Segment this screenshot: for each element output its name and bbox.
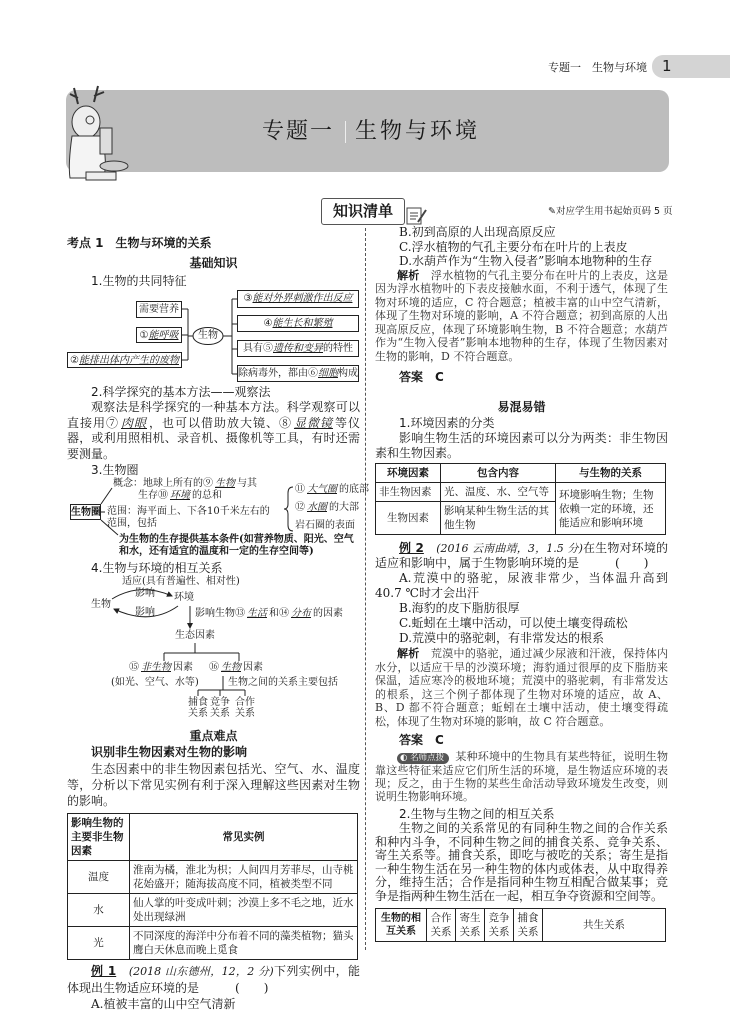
environment-factors-table: [375, 463, 666, 535]
d2-part-hydrosphere: [295, 502, 359, 514]
d1-num: ①: [139, 330, 149, 341]
table-row: [376, 909, 666, 942]
analysis-2: [375, 647, 668, 728]
option-b: B.初到高原的人出现高原反应: [399, 225, 556, 239]
d1-box-excrete: [67, 352, 182, 368]
d1-center-label: 生物: [198, 330, 218, 341]
teacher-tip: [375, 750, 668, 803]
table3-cell: 寄生关系: [456, 909, 485, 942]
text: 关系: [235, 708, 255, 719]
num: ⑪: [295, 484, 305, 495]
d1-left-connector: [182, 309, 193, 360]
d1-num: ②: [70, 355, 79, 366]
notebook-pen-icon: [404, 204, 428, 226]
d1-text: 的特性: [323, 343, 353, 354]
d1-box-heredity: [237, 340, 359, 357]
blank: 环境: [170, 490, 190, 501]
pencil-icon: ✎: [548, 206, 556, 217]
text: 和⑭: [269, 608, 289, 619]
table2-factor: 非生物因素: [376, 483, 441, 502]
d3-abiotic-example: (如光、空气、水等): [111, 677, 199, 688]
abiotic-factors-table: [67, 813, 358, 960]
answer-bracket: ( ): [615, 556, 649, 570]
d1-text: 需要营养: [139, 304, 179, 315]
text: 的底部: [339, 484, 369, 495]
num: ⑫: [295, 502, 305, 513]
text: 影响生物⑬: [195, 608, 245, 619]
text: 与其: [237, 478, 257, 489]
d1-num: ④: [263, 318, 273, 329]
zhongdian-heading: 重点难点: [189, 729, 238, 743]
analysis-label: 解析: [397, 647, 420, 660]
blank: 大气圈: [307, 484, 337, 495]
teacher-tip-label: 名师点拨: [410, 753, 445, 763]
blank: 生物: [221, 662, 241, 673]
text: 关系: [188, 708, 208, 719]
d2-concept-1: [113, 478, 257, 490]
table3-header: 生物的相互关系: [376, 909, 427, 942]
d1-box-growth: [237, 315, 359, 332]
d1-text: 具有⑤: [243, 343, 273, 354]
example-1: [67, 963, 360, 996]
analysis-label: 解析: [397, 268, 420, 282]
example-source: (2018 山东德州，12，2 分): [128, 965, 274, 978]
d3-influence-bottom: 影响: [135, 607, 155, 618]
table1-header: 常见实例: [130, 814, 358, 861]
example-1-option-a: A.植被丰富的山中空气清新: [91, 997, 236, 1011]
banner-title: 生物与环境: [355, 119, 481, 144]
d1-box-breathe: [136, 327, 182, 343]
option-b: B.海豹的皮下脂肪很厚: [399, 601, 520, 615]
diagram-biosphere: [67, 478, 369, 534]
text: 捕食: [188, 697, 208, 708]
relations-table: [375, 908, 666, 942]
table2-factor: 生物因素: [376, 502, 441, 535]
answer-value: C: [435, 370, 444, 384]
text: 合作: [235, 697, 255, 708]
d3-influence-top: 影响: [135, 588, 155, 599]
d1-box-stimulus: [237, 290, 359, 308]
d3-child-cooperation: [234, 697, 256, 719]
table3-cell: 竞争关系: [485, 909, 514, 942]
zhongdian-paragraph: 生态因素中的非生物因素包括光、空气、水、温度等，分析以下常见实例有利于深入理解这些因素对生物的影响。: [67, 762, 360, 808]
table-row: [68, 861, 358, 894]
d3-biotic: [209, 662, 263, 674]
table-row: [68, 894, 358, 927]
d3-environment: 环境: [174, 592, 194, 603]
blank: 肉眼: [121, 415, 147, 430]
blank: 非生物: [141, 662, 171, 673]
kaodian-heading: 考点 1 生物与环境的关系: [67, 236, 212, 250]
ref-note: [548, 204, 673, 220]
table1-example: 仙人掌的叶变成叶刺；沙漠上多不毛之地，近水处出现绿洲: [130, 894, 358, 927]
d3-adapt: 适应(具有普遍性、相对性): [122, 576, 240, 587]
diagram-life-characteristics: [67, 289, 360, 384]
column-divider: [365, 228, 366, 950]
d1-blank: 能呼吸: [148, 330, 179, 341]
d2-concept-2: [138, 490, 222, 502]
banner-divider: [345, 121, 346, 143]
analysis-text: 荒漠中的骆驼，通过减少尿液和汗液，保持体内水分，以适应干旱的沙漠环境；海豹通过很厚的皮下脂肪来保温，适应寒冷的极地环境；荒漠中的骆驼刺，有非常发达的根系，这三个例子都体现了生物对环境的适应，故 A、B、D 都不符合题意；蚯蚓在土壤中活动，使土壤变得疏松，体现了生物对环境的影响，故 C 符合题意。: [375, 647, 669, 728]
text: 因素: [173, 662, 193, 673]
d3-child-competition: [209, 697, 231, 719]
d2-part-lithosphere: 岩石圈的表面: [295, 520, 355, 531]
running-title: 专题一 生物与环境: [548, 61, 647, 74]
text: 关系: [210, 708, 230, 719]
text: 因素: [243, 662, 263, 673]
teacher-tip-badge: [397, 753, 449, 764]
s1-title: 1.生物的共同特征: [91, 274, 187, 288]
s3-title: 3.生物圈: [91, 463, 139, 477]
option-d: D.荒漠中的骆驼刺，有非常发达的根系: [399, 631, 605, 645]
example-stem: 下列实例中，能体现出生物适应环境的是: [67, 964, 360, 995]
answer-label: 答案: [399, 370, 424, 384]
d1-text: 构成: [338, 368, 358, 379]
table-row: [376, 483, 666, 502]
d1-right-connector: [223, 299, 237, 374]
d1-text: 除病毒外，都由⑥: [238, 368, 318, 379]
text: 生存⑩: [138, 490, 168, 501]
s4-title: 4.生物与环境的相互关系: [91, 561, 223, 575]
d2-brace: [284, 487, 293, 531]
d1-blank: 遗传和变异: [273, 343, 323, 354]
analysis-text: 浮水植物的气孔主要分布在叶片的上表皮，这是因为浮水植物叶的下表皮接触水面，不利于透气，体现了生物对环境的适应，C 符合题意；植被丰富的山中空气清新，体现了生物对环境的影响，A 不符合题意；初到高原的人出现高原反应，体现了环境影响生物，B 不符合题意；水葫芦作为“生物入侵者”影响本地物种的生存，体现了生物因素对生物的影响，D 不符合题意。: [375, 268, 669, 363]
num: ⑮: [129, 662, 139, 673]
d2-range: 范围：海平面上、下各10千米左右的范围，包括: [107, 506, 270, 529]
table2-header: 环境因素: [376, 464, 441, 483]
text: 观察法是科学探究的一种基本方法。科学观察可以直接用⑦: [67, 400, 360, 430]
example-2: [375, 541, 668, 571]
example-label: 例 2: [399, 541, 424, 555]
example-label: 例 1: [91, 964, 117, 978]
right-s1-paragraph: 影响生物生活的环境因素可以分为两类：非生物因素和生物因素。: [375, 431, 668, 460]
table3-cell: 合作关系: [427, 909, 456, 942]
table1-example: 淮南为橘，淮北为枳；人间四月芳菲尽，山寺桃花始盛开；随海拔高度不同，植被类型不同: [130, 861, 358, 894]
table1-factor: 温度: [68, 861, 130, 894]
table2-relation: 环境影响生物；生物依赖一定的环境，还能适应和影响环境: [556, 483, 666, 535]
teacher-tip-text: 某种环境中的生物具有某些特征，说明生物靠这些特征来适应它们所生活的环境，是生物适应环境的表现；反之，由于生物的某些生命活动导致环境发生改变，则说明生物影响环境。: [375, 750, 668, 803]
text: 的因素: [313, 608, 343, 619]
text: 竞争: [210, 697, 230, 708]
example-stem: 在生物对环境的适应和影响中，属于生物影响环境的是: [375, 541, 668, 570]
table2-content: 影响某种生物生活的其他生物: [441, 502, 556, 535]
yihun-heading: 易混易错: [497, 400, 546, 414]
diagram-organism-environment: [67, 576, 360, 722]
table2-header: 包含内容: [441, 464, 556, 483]
answer-1: [375, 369, 668, 385]
text: 的大部: [329, 502, 359, 513]
d1-num: ③: [243, 293, 253, 304]
d1-blank: 能对外界刺激作出反应: [252, 293, 353, 304]
blank: 显微镜: [293, 415, 333, 430]
section-tag: 知识清单: [321, 198, 405, 225]
answer-value: C: [435, 733, 444, 747]
right-s1-title: 1.环境因素的分类: [399, 416, 495, 430]
text: 的总和: [192, 490, 222, 501]
d1-blank: 能生长和繁殖: [272, 318, 333, 329]
zhongdian-subheading: 识别非生物因素对生物的影响: [91, 745, 248, 759]
analysis-1: [375, 269, 668, 364]
option-c: C.蚯蚓在土壤中活动，可以使土壤变得疏松: [399, 616, 628, 630]
d3-tree-eco: [164, 643, 239, 661]
blank: 生物: [215, 478, 235, 489]
banner-topic: 专题一: [262, 119, 335, 144]
right-column: [375, 225, 668, 942]
s2-title: 2.科学探究的基本方法——观察法: [91, 385, 271, 399]
text: ，也可以借助放大镜、⑧: [149, 415, 292, 430]
table1-factor: 水: [68, 894, 130, 927]
d2-function: 为生物的生存提供基本条件(如营养物质、阳光、空气和水，还有适宜的温度和一定的生存空间等): [119, 534, 354, 557]
d3-factor: [195, 608, 343, 620]
blank: 生活: [247, 608, 267, 619]
d2-box-biosphere: 生物圈: [70, 504, 101, 520]
num: ⑯: [209, 662, 219, 673]
d1-box-nutrition: [136, 301, 182, 318]
option-d: D.水葫芦作为“生物入侵者”影响本地物种的生存: [399, 254, 653, 268]
d2-part-atmosphere: [295, 484, 369, 496]
table2-header: 与生物的关系: [556, 464, 666, 483]
page-number-tab: [652, 55, 730, 78]
answer-label: 答案: [399, 733, 424, 747]
d1-blank: 细胞: [318, 368, 338, 379]
d1-blank: 能排出体内产生的废物: [78, 355, 179, 366]
right-s2-paragraph: 生物之间的关系常见的有同种生物之间的合作关系和种内斗争，不同种生物之间的捕食关系、竞争关系、寄生关系等。捕食关系，即吃与被吃的关系；寄生是指一种生物生活在另一种生物的体内或体表，从中取得养分，维持生活；合作是指同种生物互相配合做某事；竞争是指两种生物生活在一起，相互争夺资源和空间等。: [375, 821, 668, 903]
ref-note-text: 对应学生用书起始页码 5 页: [555, 206, 673, 217]
example-source: (2016 云南曲靖，3，1.5 分): [436, 542, 583, 555]
left-column: [67, 235, 369, 1012]
jichu-heading: 基础知识: [189, 256, 238, 270]
table3-cell: 捕食关系: [514, 909, 543, 942]
d3-eco-factors: 生态因素: [175, 630, 215, 641]
answer-2: [375, 732, 668, 748]
s2-paragraph: [67, 400, 360, 462]
table2-content: 光、温度、水、空气等: [441, 483, 556, 502]
d3-relations: 生物之间的关系主要包括: [228, 677, 338, 688]
example-1-options: [375, 225, 668, 269]
blank: 水圈: [307, 502, 327, 513]
right-s2-title: 2.生物与生物之间的相互关系: [399, 807, 555, 821]
table1-factor: 光: [68, 927, 130, 960]
d1-box-cells: [237, 365, 359, 382]
table1-example: 不同深度的海洋中分布着不同的藻类植物；猫头鹰白天休息而晚上觅食: [130, 927, 358, 960]
text: 等仪器，或利用照相机、录音机、摄像机等工具，有时还需要测量。: [67, 415, 360, 461]
d3-child-predation: [187, 697, 209, 719]
option-a: A.荒漠中的骆驼，尿液非常少，当体温升高到 40.7 ℃时才会出汗: [375, 571, 668, 600]
deer-scientist-illustration: [64, 84, 136, 184]
blank: 分布: [291, 608, 311, 619]
page-number: 1: [662, 57, 672, 75]
table1-header: 影响生物的主要非生物因素: [68, 814, 130, 861]
text: 概念：地球上所有的⑨: [113, 478, 213, 489]
option-c: C.浮水植物的气孔主要分布在叶片的上表皮: [399, 239, 628, 254]
d3-abiotic: [129, 662, 193, 674]
d3-organism: 生物: [91, 599, 111, 610]
teacher-tip-icon: ◐: [400, 753, 411, 763]
answer-bracket: ( ): [235, 981, 269, 995]
table3-cell: 共生关系: [543, 909, 666, 942]
table-row: [68, 927, 358, 960]
